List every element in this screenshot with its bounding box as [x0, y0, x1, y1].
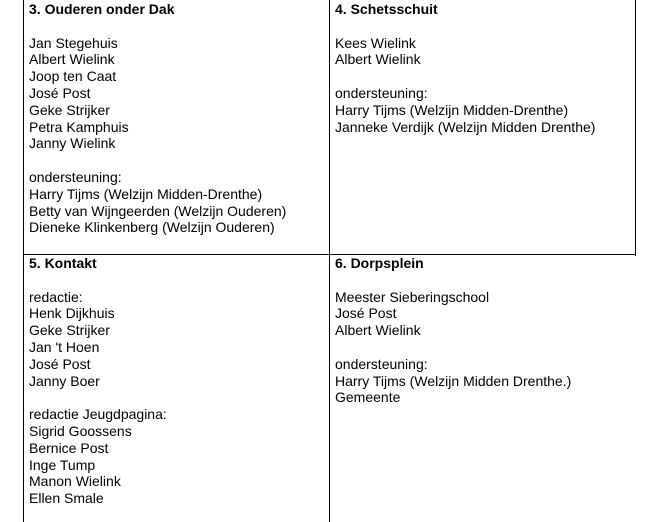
list-item: Gemeente [335, 389, 401, 406]
section-title: 5. Kontakt [29, 255, 97, 271]
member-list [29, 35, 329, 153]
section-title: 6. Dorpsplein [335, 255, 424, 271]
member-list [335, 35, 635, 69]
list-item: Janneke Verdijk (Welzijn Midden Drenthe) [335, 118, 596, 135]
editors-list [29, 289, 329, 390]
list-item: José Post [29, 84, 91, 101]
section-title: 4. Schetsschuit [335, 1, 438, 17]
table-cell-schetsschuit [330, 1, 635, 135]
list-item: Albert Wielink [29, 51, 115, 68]
support-list [29, 169, 329, 236]
list-item: Meester Sieberingschool [335, 288, 490, 305]
list-item: Jan Stegehuis [29, 34, 118, 51]
list-item: Inge Tump [29, 456, 96, 473]
list-item: Bernice Post [29, 439, 109, 456]
list-item: Manon Wielink [29, 473, 121, 490]
list-heading: redactie Jeugdpagina: [29, 406, 167, 423]
list-heading: ondersteuning: [335, 84, 428, 101]
list-item: Jan 't Hoen [29, 338, 100, 355]
list-item: Janny Boer [29, 372, 100, 389]
list-item: Albert Wielink [335, 322, 421, 339]
list-item: Kees Wielink [335, 34, 416, 51]
list-item: Geke Strijker [29, 322, 110, 339]
list-item: Joop ten Caat [29, 68, 117, 85]
list-item: Sigrid Goossens [29, 422, 132, 439]
list-item: Geke Strijker [29, 101, 110, 118]
section-title: 3. Ouderen onder Dak [29, 1, 175, 17]
list-item: Harry Tijms (Welzijn Midden Drenthe.) [335, 372, 572, 389]
list-item: Albert Wielink [335, 51, 421, 68]
list-item: Harry Tijms (Welzijn Midden-Drenthe) [29, 185, 263, 202]
youth-editors-list [29, 406, 329, 507]
table-cell-dorpsplein [330, 255, 635, 406]
list-item: Betty van Wijngeerden (Welzijn Ouderen) [29, 202, 287, 219]
table-cell-ouderen-onder-dak [24, 1, 329, 236]
support-list [335, 85, 635, 135]
list-heading: redactie: [29, 288, 83, 305]
list-heading: ondersteuning: [335, 355, 428, 372]
member-list [335, 289, 635, 339]
list-item: Petra Kamphuis [29, 118, 129, 135]
list-item: Ellen Smale [29, 490, 104, 507]
list-item: Janny Wielink [29, 135, 116, 152]
support-list [335, 356, 635, 406]
table-cell-kontakt [24, 255, 329, 507]
document-table [23, 0, 636, 522]
list-item: José Post [335, 305, 397, 322]
list-heading: ondersteuning: [29, 168, 122, 185]
list-item: Henk Dijkhuis [29, 305, 115, 322]
list-item: José Post [29, 355, 91, 372]
list-item: Harry Tijms (Welzijn Midden-Drenthe) [335, 101, 569, 118]
table-border-right [635, 0, 636, 256]
list-item: Dieneke Klinkenberg (Welzijn Ouderen) [29, 219, 275, 236]
